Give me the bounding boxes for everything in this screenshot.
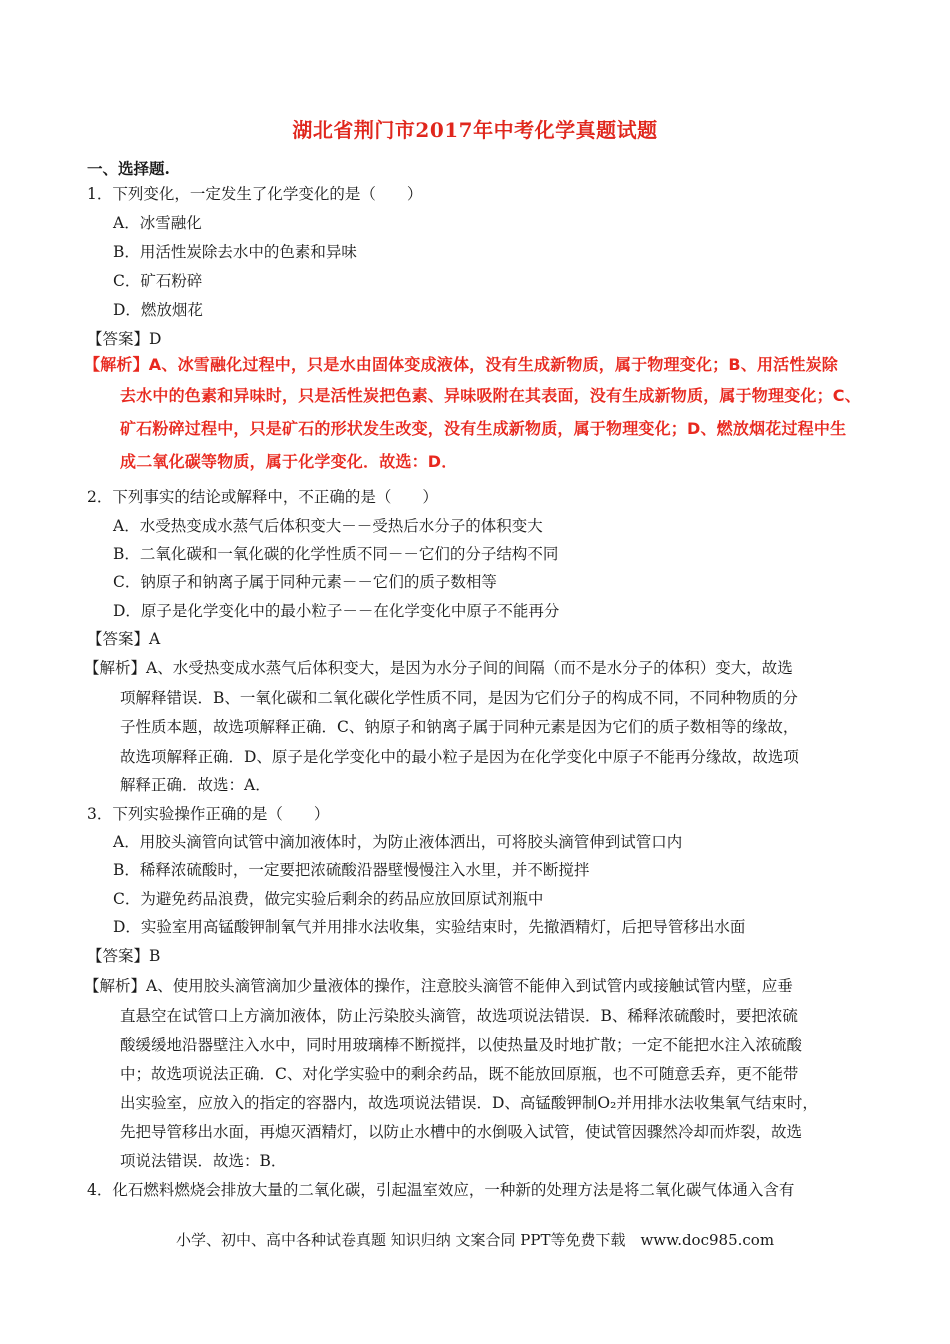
question-2-explanation-line: 【解析】A、水受热变成水蒸气后体积变大，是因为水分子间的间隔（而不是水分子的体积）变大，故选	[84, 659, 793, 677]
question-2-stem: 2．下列事实的结论或解释中，不正确的是（ ）	[87, 488, 438, 506]
question-3-option-b: B．稀释浓硫酸时，一定要把浓硫酸沿器壁慢慢注入水里，并不断搅拌	[113, 861, 590, 879]
question-3-explanation-line: 项说法错误．故选：B．	[120, 1152, 287, 1170]
section-heading: 一、选择题.	[87, 159, 170, 178]
question-1-explanation-line: 成二氧化碳等物质，属于化学变化．故选：D．	[120, 452, 458, 471]
question-3-explanation-line: 中；故选项说法正确．C、对化学实验中的剩余药品，既不能放回原瓶，也不可随意丢弃，更不能带	[120, 1065, 799, 1083]
question-3-stem: 3．下列实验操作正确的是（ ）	[87, 805, 330, 823]
question-3-explanation-line: 【解析】A、使用胶头滴管滴加少量液体的操作，注意胶头滴管不能伸入到试管内或接触试管内壁，应垂	[84, 977, 793, 995]
question-1-answer: 【答案】D	[87, 330, 162, 348]
question-3-option-d: D．实验室用高锰酸钾制氧气并用排水法收集，实验结束时，先撤酒精灯，后把导管移出水面	[113, 918, 746, 936]
question-1-option-a: A．冰雪融化	[113, 214, 202, 232]
page-footer: 小学、初中、高中各种试卷真题 知识归纳 文案合同 PPT等免费下载 www.doc985.com	[175, 1231, 775, 1249]
question-3-explanation-line: 酸缓缓地沿器壁注入水中，同时用玻璃棒不断搅拌，以使热量及时地扩散；一定不能把水注入浓硫酸	[120, 1036, 803, 1054]
page-title: 湖北省荆门市2017年中考化学真题试题	[292, 118, 658, 142]
question-2-explanation-line: 项解释错误．B、一氧化碳和二氧化碳化学性质不同，是因为它们分子的构成不同，不同种物质的分	[120, 689, 798, 707]
question-2-explanation-line: 故选项解释正确．D、原子是化学变化中的最小粒子是因为在化学变化中原子不能再分缘故，故选项	[120, 748, 799, 766]
question-1-explanation-line: 去水中的色素和异味时，只是活性炭把色素、异味吸附在其表面，没有生成新物质，属于物理变化；C、	[120, 386, 861, 405]
question-2-option-c: C．钠原子和钠离子属于同种元素－－它们的质子数相等	[113, 573, 497, 591]
question-3-explanation-line: 直悬空在试管口上方滴加液体，防止污染胶头滴管，故选项说法错误．B、稀释浓硫酸时，要把浓硫	[120, 1007, 798, 1025]
question-4-stem: 4．化石燃料燃烧会排放大量的二氧化碳，引起温室效应，一种新的处理方法是将二氧化碳气体通入含有	[87, 1181, 795, 1199]
question-2-option-d: D．原子是化学变化中的最小粒子－－在化学变化中原子不能再分	[113, 602, 560, 620]
question-2-explanation-line: 子性质本题，故选项解释正确．C、钠原子和钠离子属于同种元素是因为它们的质子数相等的缘故，	[120, 718, 799, 736]
question-1-explanation-line: 【解析】A、冰雪融化过程中，只是水由固体变成液体，没有生成新物质，属于物理变化；B、用活性炭除	[84, 355, 838, 374]
question-3-answer: 【答案】B	[87, 947, 161, 965]
question-1-option-d: D．燃放烟花	[113, 301, 203, 319]
question-3-option-a: A．用胶头滴管向试管中滴加液体时，为防止液体洒出，可将胶头滴管伸到试管口内	[113, 833, 683, 851]
question-1-option-b: B．用活性炭除去水中的色素和异味	[113, 243, 357, 261]
question-1-explanation-line: 矿石粉碎过程中，只是矿石的形状发生改变，没有生成新物质，属于物理变化；D、燃放烟花过程中生	[120, 419, 847, 438]
question-2-option-a: A．水受热变成水蒸气后体积变大－－受热后水分子的体积变大	[113, 517, 543, 535]
question-3-explanation-line: 出实验室，应放入的指定的容器内，故选项说法错误．D、高锰酸钾制O₂并用排水法收集氧气结束时，	[120, 1094, 818, 1112]
question-2-option-b: B．二氧化碳和一氧化碳的化学性质不同－－它们的分子结构不同	[113, 545, 559, 563]
question-1-stem: 1．下列变化，一定发生了化学变化的是（ ）	[87, 185, 423, 203]
question-2-answer: 【答案】A	[87, 630, 161, 648]
question-1-option-c: C．矿石粉碎	[113, 272, 203, 290]
question-2-explanation-line: 解释正确．故选：A．	[120, 776, 271, 794]
question-3-explanation-line: 先把导管移出水面，再熄灭酒精灯，以防止水槽中的水倒吸入试管，使试管因骤然冷却而炸裂，故选	[120, 1123, 803, 1141]
question-3-option-c: C．为避免药品浪费，做完实验后剩余的药品应放回原试剂瓶中	[113, 890, 544, 908]
